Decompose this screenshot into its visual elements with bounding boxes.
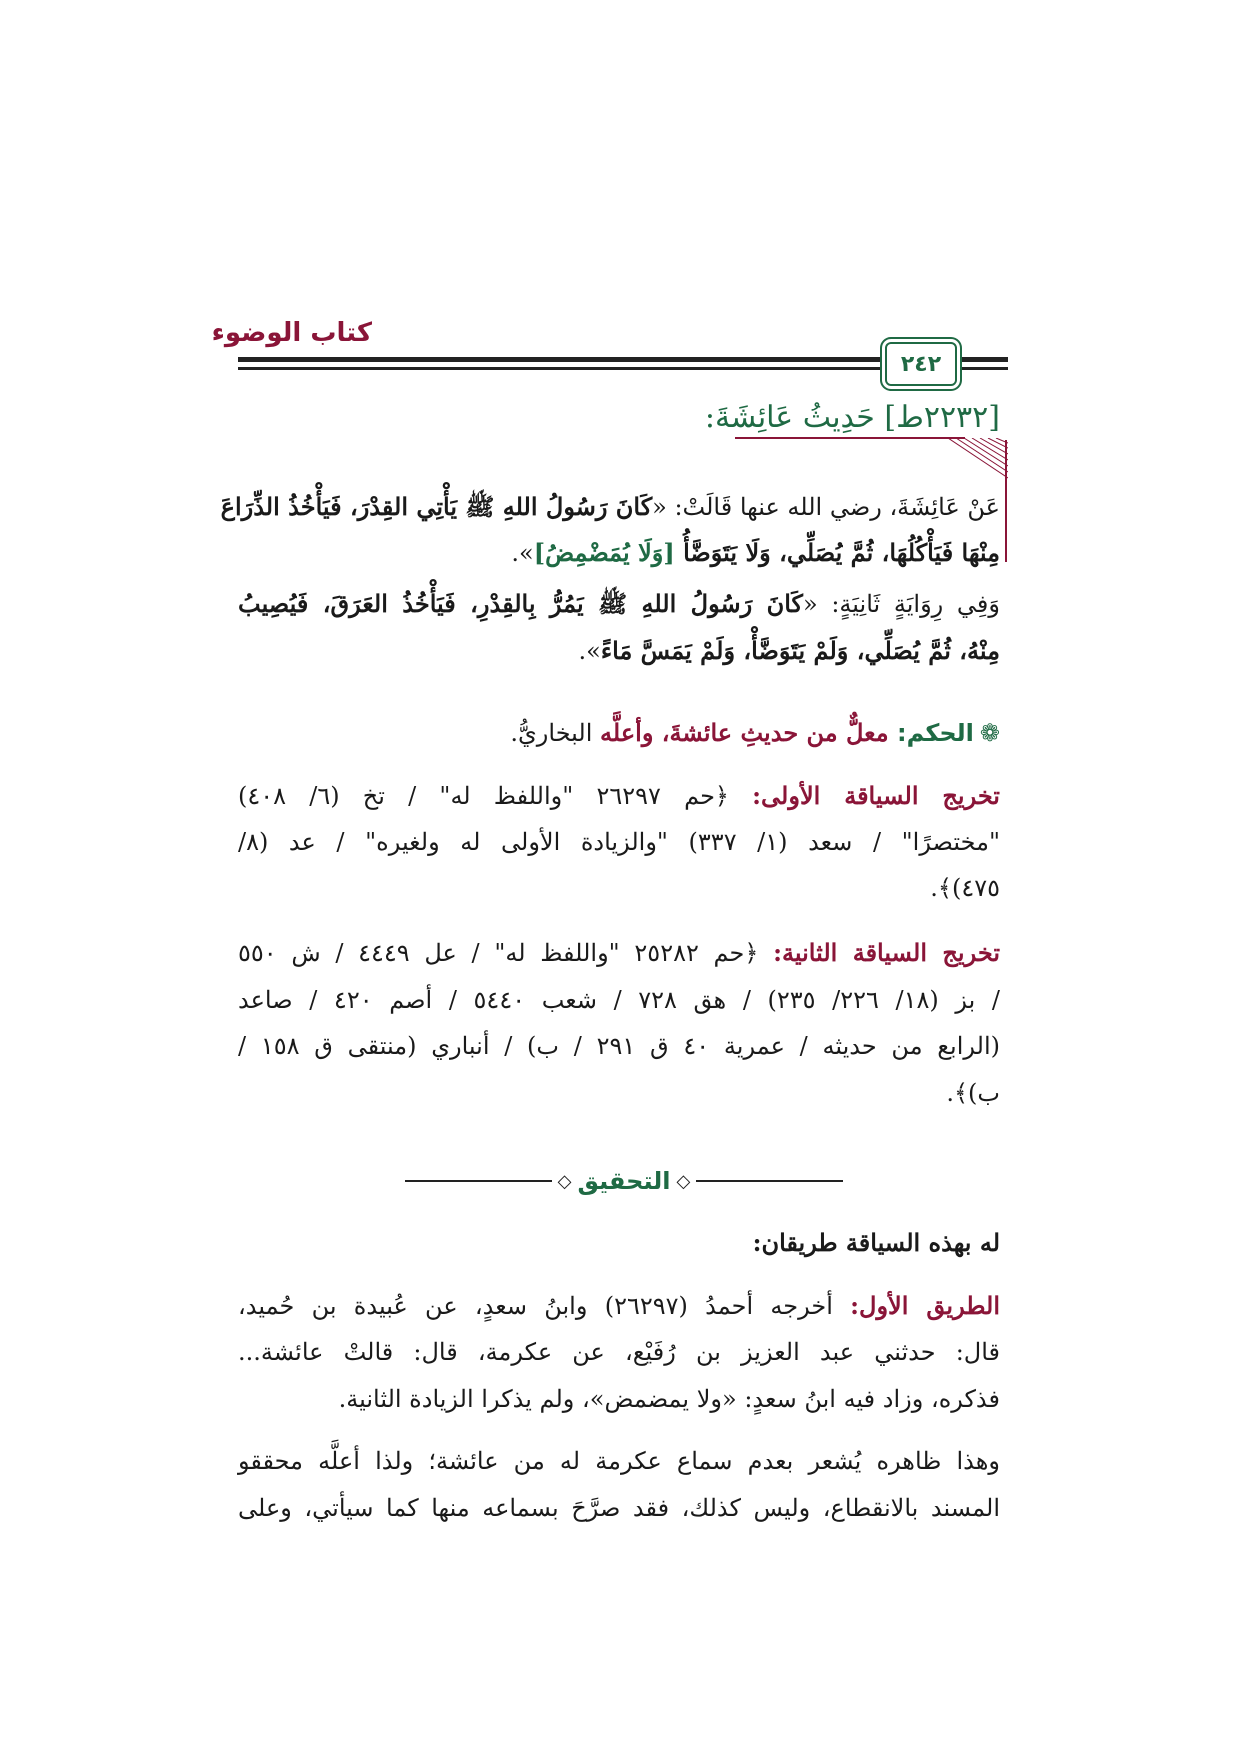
paragraph-line-2: المسند بالانقطاع، وليس كذلك، فقد صرَّحَ بسماعه منها كما سيأتي، وعلى xyxy=(238,1494,1000,1522)
path1-text: أخرجه أحمدُ (٢٦٢٩٧) وابنُ سعدٍ، عن عُبيدة بن حُميد، xyxy=(238,1292,851,1320)
narration-text: مِنْهَا فَيَأْكُلُهَا، ثُمَّ يُصَلِّي، وَلَا يَتَوَضَّأُ xyxy=(674,538,1000,567)
takhrij-second-line-2: / بز (١٨/ ٢٢٦/ ٢٣٥) / هق ٧٢٨ / شعب ٥٤٤٠ / أصم ٤٢٠ / صاعد xyxy=(238,986,1001,1014)
divider-ornament-icon: ◇ xyxy=(676,1170,691,1192)
narration-end: ». xyxy=(578,637,601,665)
takhrij-second-line-3: (الرابع من حديثه / عمرية ٤٠ ق ٢٩١ / ب) / أنباري (منتقى ق ١٥٨ / xyxy=(238,1032,1000,1060)
takhrij-first-label: تخريج السياقة الأولى: xyxy=(752,781,1000,810)
narration-line-3 xyxy=(238,584,1000,624)
narration-line-2 xyxy=(511,533,1000,573)
narration-prefix: وَفِي رِوَايَةٍ ثَانِيَةٍ: « xyxy=(802,590,1000,618)
narration-end: ». xyxy=(511,539,534,567)
divider-line xyxy=(696,1180,843,1182)
ruling-rest: البخاريُّ. xyxy=(510,719,601,747)
book-title: كتاب الوضوء xyxy=(211,318,372,348)
takhrij-first-line-2: "مختصرًا" / سعد (١/ ٣٣٧) "والزيادة الأولى له ولغيره" / عد (٨/ xyxy=(238,828,1001,856)
divider-label: التحقيق xyxy=(577,1167,671,1195)
divider-ornament-icon: ◇ xyxy=(557,1170,572,1192)
narration-line-4 xyxy=(579,631,1000,671)
narration-text: مِنْهُ، ثُمَّ يُصَلِّي، وَلَمْ يَتَوَضَّأْ، وَلَمْ يَمَسَّ مَاءً xyxy=(600,636,1000,665)
path1-label: الطريق الأول: xyxy=(850,1291,1001,1320)
narration-text: كَانَ رَسُولُ اللهِ ﷺ يَمُرُّ بِالقِدْرِ، فَيَأْخُذُ العَرَقَ، فَيُصِيبُ xyxy=(238,589,803,618)
quote-rule xyxy=(735,437,965,439)
ruling-line xyxy=(510,713,1000,753)
narration-addition: [وَلَا يُمَضْمِضُ] xyxy=(533,538,675,567)
takhrij-second-label: تخريج السياقة الثانية: xyxy=(773,938,1000,967)
takhrij-first-line-1 xyxy=(238,776,1000,816)
narration-line-1 xyxy=(220,487,1000,527)
flower-ornament-icon: ❁ xyxy=(979,719,1000,747)
paragraph-line-1: وهذا ظاهره يُشعر بعدم سماع عكرمة له من عائشة؛ ولذا أعلَّه محققو xyxy=(238,1447,1000,1475)
path1-line-1 xyxy=(238,1286,1000,1326)
path1-line-2: قال: حدثني عبد العزيز بن رُفَيْع، عن عكرمة، قال: قالتْ عائشة... xyxy=(238,1338,1000,1366)
takhrij-text: ﴿حم ٢٥٢٨٢ "واللفظ له" / عل ٤٤٤٩ / ش ٥٥٠ xyxy=(238,939,774,967)
path1-line-3: فذكره، وزاد فيه ابنُ سعدٍ: «ولا يمضمض»، ولم يذكرا الزيادة الثانية. xyxy=(338,1385,1000,1413)
takhrij-first-line-3: ٤٧٥)﴾. xyxy=(930,874,1000,902)
ruling-label: الحكم: xyxy=(896,719,974,747)
divider-line xyxy=(405,1180,552,1182)
takhrij-second-line-4: ب)﴾. xyxy=(946,1079,1000,1107)
ruling-verdict: معلٌّ من حديثِ عائشةَ، وأعلَّه xyxy=(600,718,897,747)
narration-prefix: عَنْ عَائِشَةَ، رضي الله عنها قَالَتْ: « xyxy=(652,493,1000,521)
section-subheading: له بهذه السياقة طريقان: xyxy=(752,1228,1000,1257)
narration-text: كَانَ رَسُولُ اللهِ ﷺ يَأْتِي القِدْرَ، فَيَأْخُذُ الذِّرَاعَ xyxy=(220,492,653,521)
page-number: ٢٤٢ xyxy=(885,342,957,386)
takhrij-second-line-1 xyxy=(238,933,1000,973)
section-divider xyxy=(405,1167,843,1195)
takhrij-text: ﴿حم ٢٦٢٩٧ "واللفظ له" / تخ (٦/ ٤٠٨) xyxy=(238,782,753,810)
hadith-heading: [٢٢٣٢ط] حَدِيثُ عَائِشَةَ: xyxy=(704,400,1000,435)
